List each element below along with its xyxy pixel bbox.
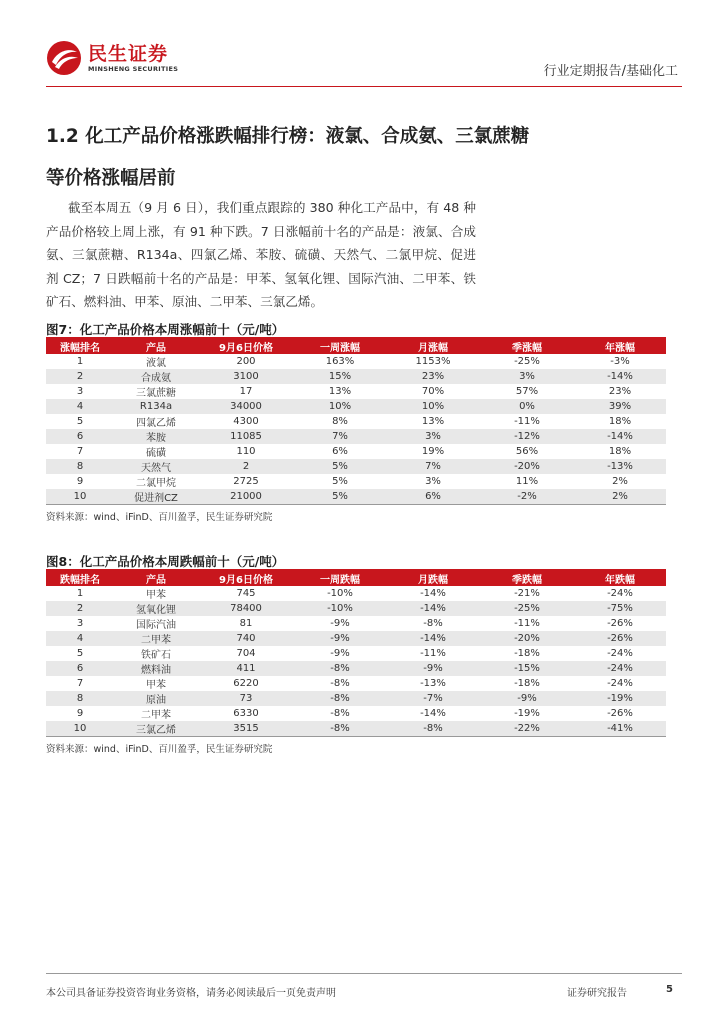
table-cell: 二甲苯: [141, 710, 171, 721]
table-cell: -19%: [574, 691, 666, 706]
table-cell: -20%: [480, 631, 574, 646]
figure-7-title: 图7：化工产品价格本周涨幅前十（元/吨）: [46, 322, 285, 337]
table-cell: 39%: [574, 399, 666, 414]
table-row: [46, 616, 666, 631]
rise-ranking-table: [46, 339, 666, 505]
table-row: [46, 489, 666, 505]
table-cell: 苯胺: [114, 429, 198, 444]
table-cell: 17: [239, 386, 253, 397]
table-cell: -25%: [480, 601, 574, 616]
table-cell: -21%: [514, 588, 540, 599]
table-cell: 8: [46, 691, 114, 706]
table-cell: 21000: [198, 489, 294, 505]
table-cell: 原油: [114, 691, 198, 706]
company-logo: [46, 40, 178, 76]
column-header: 一周涨幅: [294, 339, 386, 354]
table-cell: -2%: [480, 489, 574, 505]
column-header: 9月6日价格: [198, 339, 294, 354]
table-cell: -8%: [294, 691, 386, 706]
table-row: [46, 474, 666, 489]
table-cell: 4: [46, 399, 114, 414]
table-cell: 10%: [294, 399, 386, 414]
figure-7-source: 资料来源：wind、iFinD、百川盈孚，民生证券研究院: [46, 512, 273, 523]
table-cell: -9%: [294, 631, 386, 646]
table-cell: 4: [46, 631, 114, 646]
table-row: [46, 601, 666, 616]
table-cell: 6%: [386, 489, 480, 505]
table-cell: -8%: [294, 661, 386, 676]
table-row: [46, 399, 666, 414]
table-row: [46, 676, 666, 691]
table-cell: 二氯甲烷: [136, 478, 176, 489]
table-cell: 5%: [332, 476, 348, 487]
table-cell: 8%: [332, 416, 348, 427]
table-cell: 18%: [608, 446, 632, 457]
table-cell: -25%: [514, 356, 540, 367]
table-cell: 4300: [233, 416, 259, 427]
table-cell: 745: [236, 588, 256, 599]
table-cell: 2: [46, 601, 114, 616]
table-cell: -13%: [420, 678, 446, 689]
table-cell: -15%: [480, 661, 574, 676]
table-cell: -24%: [607, 678, 633, 689]
section-title-line-1: 1.2 化工产品价格涨跌幅排行榜：液氯、合成氨、三氯蔗糖: [46, 126, 530, 147]
table-cell: -14%: [420, 708, 446, 719]
table-cell: -9%: [386, 661, 480, 676]
section-title: [46, 116, 686, 200]
table-row: [46, 444, 666, 459]
table-cell: 8: [46, 459, 114, 474]
table-cell: 740: [198, 631, 294, 646]
section-title-line-2: 等价格涨幅居前: [46, 168, 176, 189]
table-cell: 6330: [233, 708, 259, 719]
column-header: 月跌幅: [386, 571, 480, 586]
table-cell: -11%: [420, 648, 446, 659]
table-cell: 81: [239, 618, 253, 629]
table-cell: 三氯乙烯: [114, 721, 198, 737]
table-cell: 23%: [386, 369, 480, 384]
footer-disclaimer: 本公司具备证券投资咨询业务资格，请务必阅读最后一页免责声明: [46, 988, 336, 999]
table-cell: R134a: [114, 399, 198, 414]
table-cell: 73: [198, 691, 294, 706]
column-header: 季跌幅: [480, 571, 574, 586]
table-cell: 10%: [386, 399, 480, 414]
table-cell: 硫磺: [146, 448, 166, 459]
table-header-row: [46, 571, 666, 586]
table-cell: 甲苯: [146, 590, 166, 601]
table-cell: 天然气: [114, 459, 198, 474]
table-cell: -14%: [386, 601, 480, 616]
table-cell: -24%: [574, 661, 666, 676]
table-cell: -22%: [480, 721, 574, 737]
table-cell: -14%: [420, 588, 446, 599]
table-cell: -18%: [514, 648, 540, 659]
table-cell: 11%: [515, 476, 539, 487]
summary-paragraph: 截至本周五（9 月 6 日），我们重点跟踪的 380 种化工产品中，有 48 种产品价格较上周上涨，有 91 种下跌。7 日涨幅前十名的产品是：液氯、合成氨、三氯蔗糖、R134a、四氯乙烯、苯胺、硫磺、天然气、二氯甲烷、促进剂 CZ；7 日跌幅前十名的产品是：甲苯、氢氧化锂、国际汽油、二甲苯、铁矿石、燃料油、甲苯、原油、二甲苯、三氯乙烯。: [46, 200, 476, 309]
table-cell: -24%: [607, 588, 633, 599]
table-cell: 19%: [421, 446, 445, 457]
table-row: [46, 691, 666, 706]
table-cell: 0%: [480, 399, 574, 414]
table-cell: 13%: [328, 386, 352, 397]
table-cell: -26%: [574, 631, 666, 646]
table-cell: 铁矿石: [141, 650, 171, 661]
table-row: [46, 369, 666, 384]
table-cell: -9%: [480, 691, 574, 706]
table-cell: -8%: [386, 721, 480, 737]
column-header: 产品: [114, 571, 198, 586]
table-cell: -11%: [514, 416, 540, 427]
table-cell: 1153%: [415, 356, 451, 367]
column-header: 季涨幅: [480, 339, 574, 354]
table-cell: 燃料油: [114, 661, 198, 676]
table-row: [46, 631, 666, 646]
header-divider: [46, 86, 682, 87]
table-cell: -9%: [330, 618, 350, 629]
table-cell: 411: [198, 661, 294, 676]
table-cell: 13%: [421, 416, 445, 427]
table-row: [46, 384, 666, 399]
table-cell: 23%: [608, 386, 632, 397]
footer-divider: [46, 973, 682, 974]
table-row: [46, 721, 666, 737]
table-cell: -8%: [330, 708, 350, 719]
table-cell: 三氯蔗糖: [136, 388, 176, 399]
table-cell: 2%: [574, 489, 666, 505]
column-header: 年跌幅: [574, 571, 666, 586]
table-cell: 110: [236, 446, 256, 457]
table-cell: 10: [46, 489, 114, 505]
table-row: [46, 661, 666, 676]
table-cell: 二甲苯: [114, 631, 198, 646]
table-cell: 7%: [294, 429, 386, 444]
table-cell: 2: [198, 459, 294, 474]
table-cell: 3%: [480, 369, 574, 384]
table-cell: 7%: [386, 459, 480, 474]
table-cell: 氢氧化锂: [114, 601, 198, 616]
table-cell: -10%: [327, 588, 353, 599]
table-cell: 四氯乙烯: [136, 418, 176, 429]
table-cell: 5: [76, 416, 84, 427]
figure-8-title: 图8：化工产品价格本周跌幅前十（元/吨）: [46, 554, 285, 569]
table-cell: -3%: [610, 356, 630, 367]
column-header: 跌幅排名: [46, 571, 114, 586]
table-cell: 10: [46, 721, 114, 737]
column-header: 月涨幅: [386, 339, 480, 354]
table-cell: 甲苯: [146, 680, 166, 691]
table-cell: 2%: [612, 476, 628, 487]
table-cell: 2725: [233, 476, 259, 487]
table-cell: -11%: [514, 618, 540, 629]
table-cell: 3: [76, 618, 84, 629]
table-cell: 国际汽油: [136, 620, 176, 631]
table-header-row: [46, 339, 666, 354]
fall-ranking-table: [46, 571, 666, 737]
table-row: [46, 459, 666, 474]
table-cell: 促进剂CZ: [114, 489, 198, 505]
table-cell: -14%: [574, 369, 666, 384]
table-cell: -14%: [574, 429, 666, 444]
table-cell: 6220: [233, 678, 259, 689]
table-cell: 163%: [325, 356, 355, 367]
table-cell: 1: [76, 588, 84, 599]
table-cell: 7: [76, 678, 84, 689]
table-row: [46, 706, 666, 721]
table-cell: -8%: [294, 721, 386, 737]
table-cell: -41%: [574, 721, 666, 737]
table-cell: 6%: [332, 446, 348, 457]
table-cell: -7%: [386, 691, 480, 706]
table-cell: 3: [76, 386, 84, 397]
table-cell: 78400: [198, 601, 294, 616]
footer-doc-type: 证券研究报告: [567, 988, 627, 999]
table-cell: 56%: [515, 446, 539, 457]
table-cell: 34000: [198, 399, 294, 414]
table-cell: -26%: [607, 708, 633, 719]
table-row: [46, 354, 666, 369]
table-cell: -8%: [423, 618, 443, 629]
table-row: [46, 646, 666, 661]
table-cell: -9%: [330, 648, 350, 659]
table-cell: 57%: [515, 386, 539, 397]
column-header: 产品: [114, 339, 198, 354]
table-cell: 9: [76, 708, 84, 719]
table-cell: -8%: [330, 678, 350, 689]
table-cell: 3515: [198, 721, 294, 737]
table-cell: 7: [76, 446, 84, 457]
report-category: 行业定期报告/基础化工: [543, 64, 678, 79]
column-header: 年涨幅: [574, 339, 666, 354]
column-header: 涨幅排名: [46, 339, 114, 354]
table-cell: 15%: [294, 369, 386, 384]
table-cell: -13%: [574, 459, 666, 474]
logo-english-name: MINSHENG SECURITIES: [88, 64, 179, 73]
table-cell: 5: [76, 648, 84, 659]
page-header: [0, 0, 724, 90]
table-cell: 5%: [294, 489, 386, 505]
table-cell: -18%: [514, 678, 540, 689]
table-cell: 合成氨: [114, 369, 198, 384]
table-cell: 液氯: [146, 358, 166, 369]
table-cell: 1: [76, 356, 84, 367]
table-cell: 2: [46, 369, 114, 384]
table-cell: 200: [236, 356, 256, 367]
table-cell: -14%: [386, 631, 480, 646]
table-cell: 6: [46, 661, 114, 676]
table-row: [46, 429, 666, 444]
table-cell: 3%: [425, 476, 441, 487]
table-row: [46, 586, 666, 601]
minsheng-logo-icon: [46, 40, 82, 76]
table-cell: 5%: [294, 459, 386, 474]
table-cell: -75%: [574, 601, 666, 616]
figure-8-source: 资料来源：wind、iFinD、百川盈孚，民生证券研究院: [46, 744, 273, 755]
column-header: 9月6日价格: [198, 571, 294, 586]
table-row: [46, 414, 666, 429]
table-cell: 704: [236, 648, 256, 659]
table-cell: 6: [46, 429, 114, 444]
table-cell: 11085: [198, 429, 294, 444]
table-cell: -24%: [607, 648, 633, 659]
table-cell: 18%: [608, 416, 632, 427]
table-cell: 70%: [421, 386, 445, 397]
page-number: 5: [666, 984, 673, 995]
table-cell: -19%: [514, 708, 540, 719]
table-cell: -20%: [480, 459, 574, 474]
table-cell: -10%: [294, 601, 386, 616]
column-header: 一周跌幅: [294, 571, 386, 586]
table-cell: 3%: [386, 429, 480, 444]
table-cell: 3100: [198, 369, 294, 384]
logo-chinese-name: 民生证券: [88, 42, 169, 65]
table-cell: -26%: [607, 618, 633, 629]
table-cell: -12%: [480, 429, 574, 444]
table-cell: 9: [76, 476, 84, 487]
